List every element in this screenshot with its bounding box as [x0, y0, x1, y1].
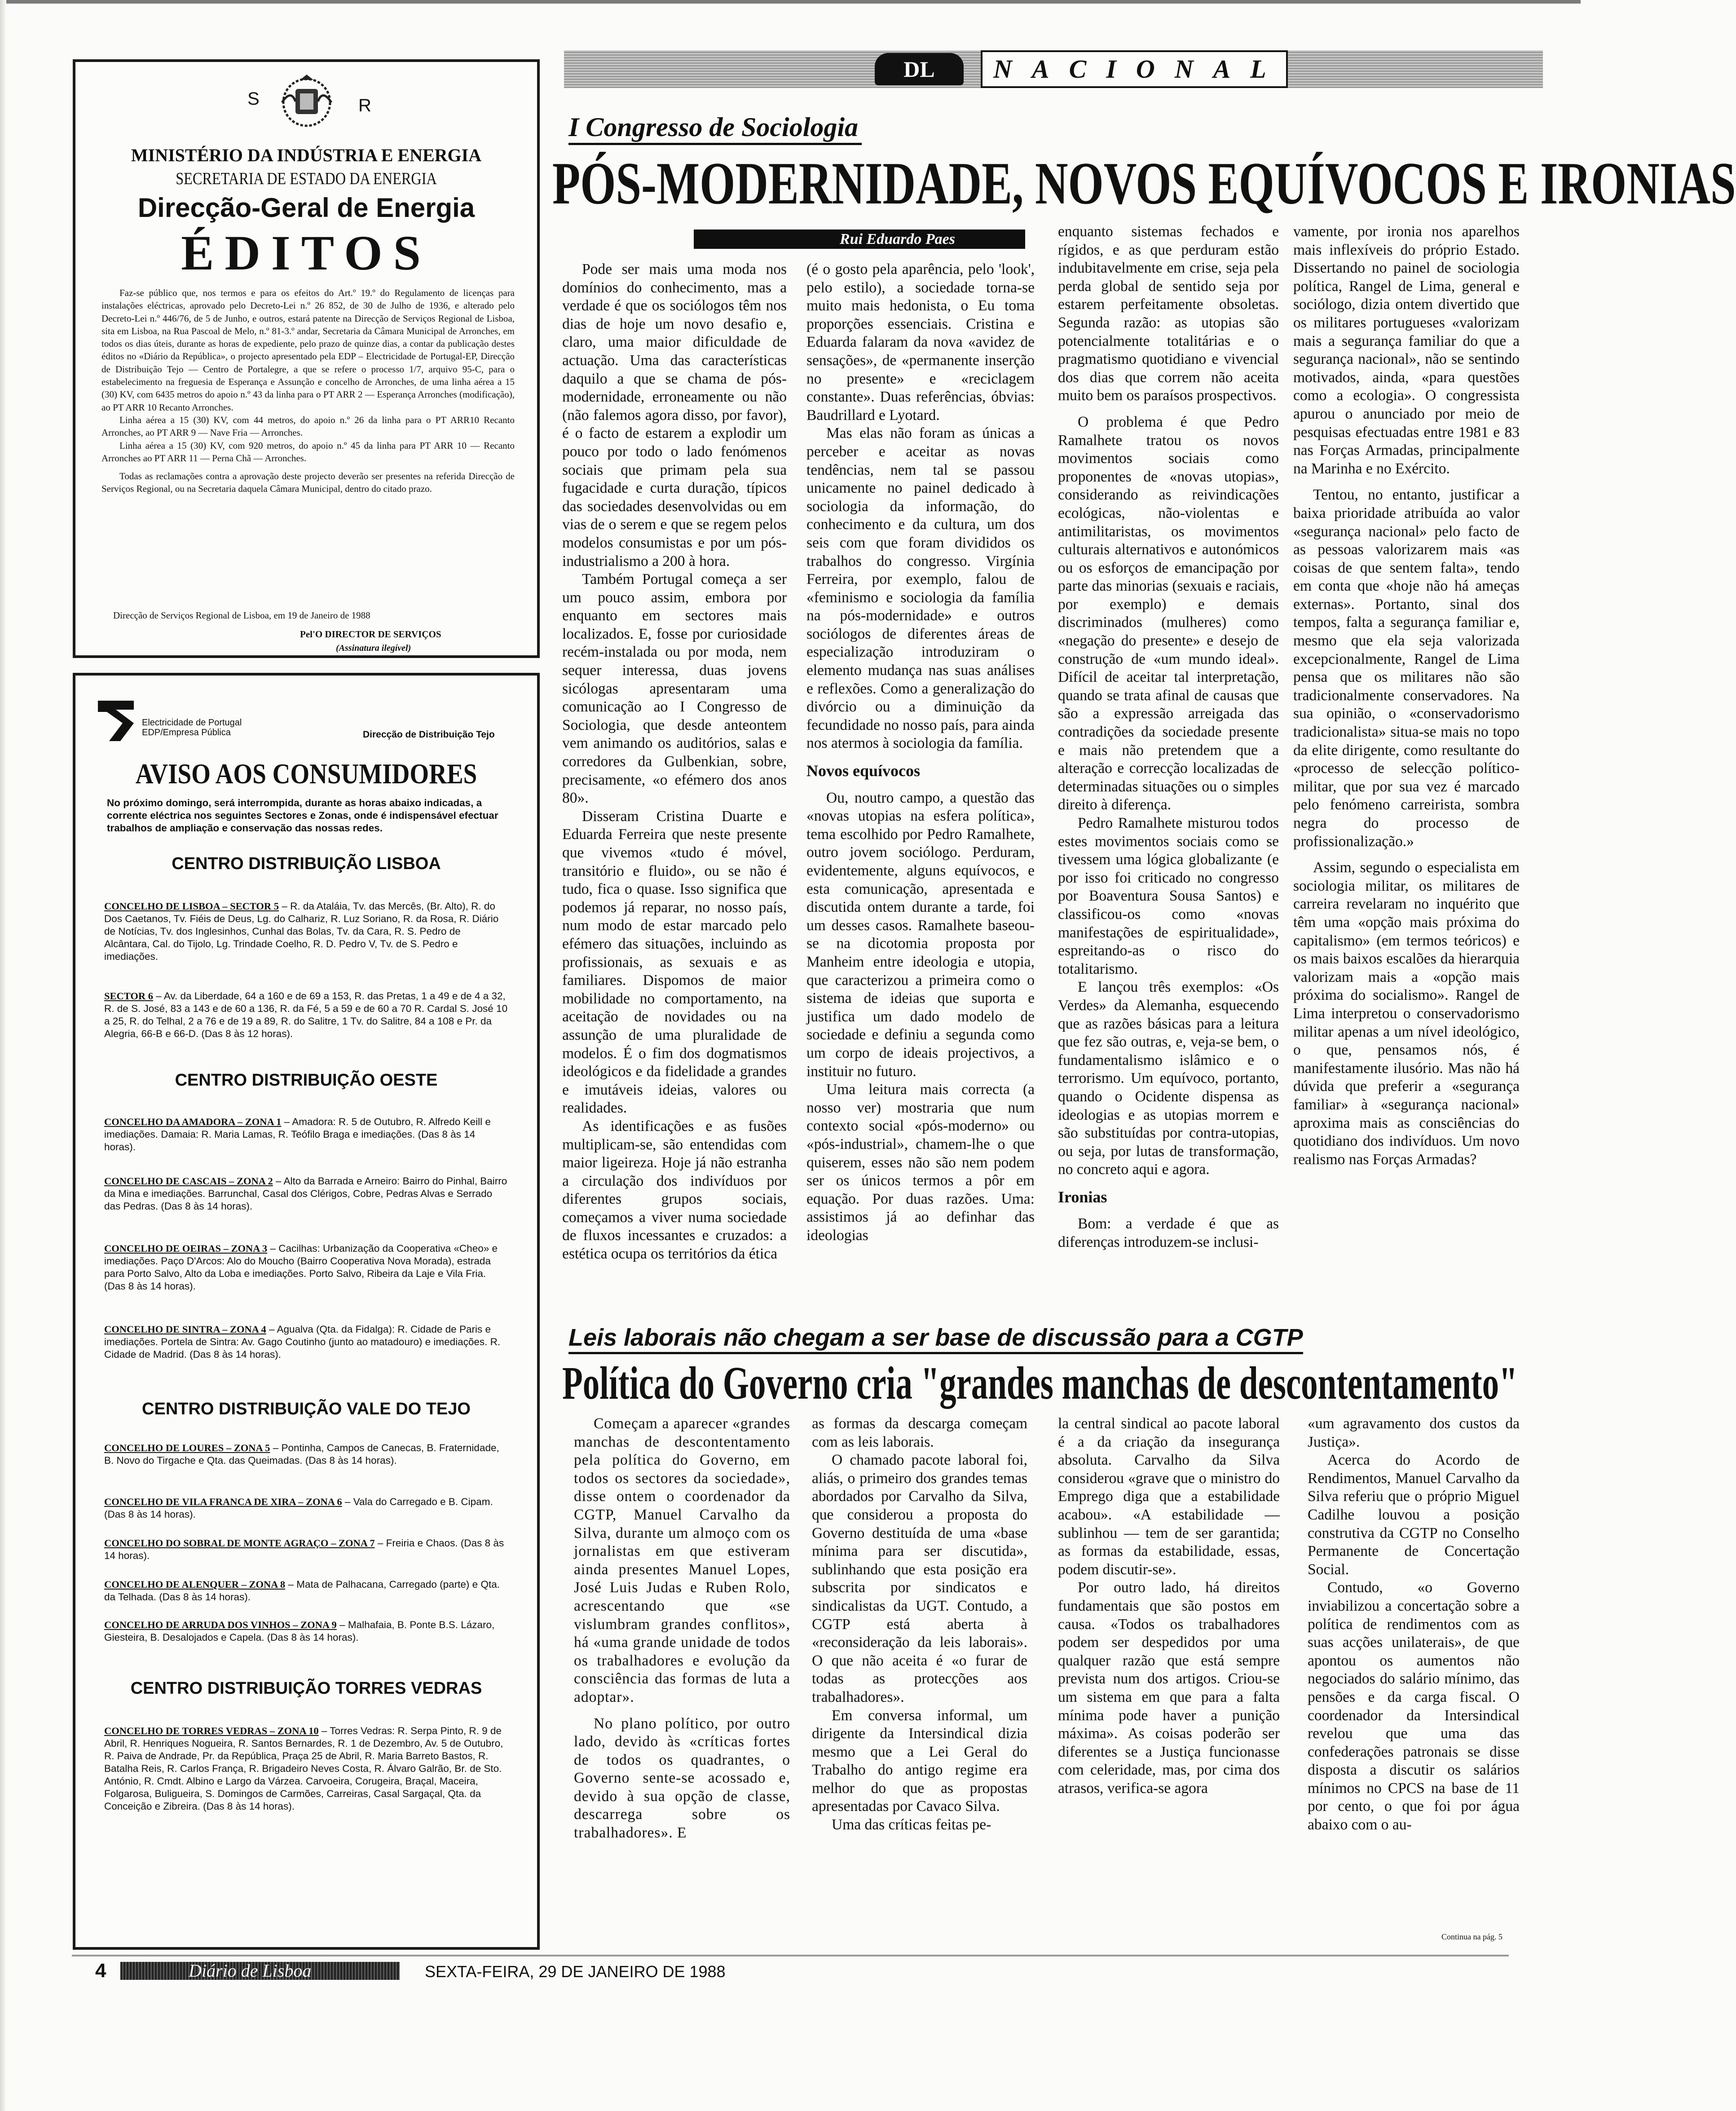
notice-item	[104, 1578, 508, 1603]
notice-item-text: – Alto da Barrada e Arneiro: Bairro do Pinhal, Bairro da Mina e imediações. Barrunchal, Casal dos Clérigos, Cobre, Pedras Alvas e Serrado das Pedras. (Das 8 às 14 horas).	[104, 1175, 507, 1212]
article2-column-3	[1058, 1415, 1280, 1797]
notice-item-head: CONCELHO DO SOBRAL DE MONTE AGRAÇO – ZONA 7	[104, 1537, 375, 1549]
department: Direcção de Distribuição Tejo	[363, 729, 495, 740]
editos-date-line: Direcção de Serviços Regional de Lisboa, em 19 de Janeiro de 1988	[113, 610, 370, 621]
article1-headline: PÓS-MODERNIDADE, NOVOS EQUÍVOCOS E IRONIAS	[552, 150, 1736, 216]
article2-column-1	[574, 1415, 790, 1842]
editos-signature: Pel'O DIRECTOR DE SERVIÇOS	[300, 629, 441, 640]
editos-paragraph: Linha aérea a 15 (30) KV, com 920 metros, do apoio n.º 45 da linha para PT ARR 10 — Recanto Arronches ao PT ARR 11 — Perna Chã — Arronches.	[101, 440, 515, 464]
notice-item	[104, 1496, 508, 1521]
page-number: 4	[95, 1960, 106, 1982]
notice-item-text: – Av. da Liberdade, 64 a 160 e de 69 a 153, R. das Pretas, 1 a 49 e de 4 a 32, R. de S. José, 83 a 143 e de 60 a 136, R. da Fé, 5 a 59 e de 60 a 70 R. Cardal S. José 10 a 25, R. do Telhal, 2 a 76 e de 19 a 89, R. do Salitre, 1 Tv. do Salitre, 84 a 108 e Pr. da Alegria, 66-B e 66-D. (Das 8 às 12 horas).	[104, 990, 508, 1039]
section-label-nacional	[981, 50, 1288, 88]
notice-item	[104, 1725, 508, 1813]
paragraph: enquanto sistemas fechados e rígidos, e as que perduram estão indubitavelmente em crise, seja pela perda global de sentido seja por estarem perfeitamente obsoletas. Segunda razão: as utopias são potencialmente totalitárias e o pragmatismo quotidiano e vivencial dos dias que correm não aceita muito bem os paraísos prospectivos.	[1058, 223, 1279, 404]
company-type: EDP/Empresa Pública	[142, 728, 231, 738]
continued-link[interactable]: Continua na pág. 5	[1441, 1932, 1502, 1941]
paragraph: O chamado pacote laboral foi, aliás, o primeiro dos grandes temas abordados por Carvalho da Silva, que considerou a proposta do Governo destituída de uma «base mínima para ser discutida», sublinhando que esta posição era subscrita por sindicatos e sindicalistas da UGT. Contudo, a CGTP está aberta à «reconsideração da leis laborais». O que não aceita é «o furar de todas as protecções aos trabalhadores».	[812, 1452, 1027, 1705]
paragraph: Em conversa informal, um dirigente da Intersindical dizia mesmo que a Lei Geral do Trabalho do antigo regime era melhor do que as propostas apresentadas por Cavaco Silva.	[812, 1707, 1027, 1815]
notice-item-head: CONCELHO DE ARRUDA DOS VINHOS – ZONA 9	[104, 1619, 337, 1630]
notice-item	[104, 1242, 508, 1293]
dl-logo-mark: DL	[903, 57, 935, 82]
paragraph: la central sindical ao pacote laboral é a da criação da insegurança absoluta. Carvalho da Silva considerou «grave que o ministro do Emprego diga que a estabilidade acabou». «A estabilidade — sublinhou — tem de ser garantida; as formas da estabilidade, essas, podem discutir-se».	[1058, 1415, 1280, 1578]
coat-of-arms-icon	[273, 71, 340, 134]
emblem-letter-r: R	[358, 96, 371, 115]
subhead-ironias: Ironias	[1058, 1188, 1107, 1206]
notice-item-head: CONCELHO DE OEIRAS – ZONA 3	[104, 1243, 268, 1254]
paragraph: as formas da descarga começam com as leis laborais.	[812, 1415, 1027, 1450]
article1-column-4	[1293, 223, 1520, 1169]
section-title-lisboa: CENTRO DISTRIBUIÇÃO LISBOA	[172, 854, 441, 873]
issue-date: SEXTA-FEIRA, 29 DE JANEIRO DE 1988	[425, 1962, 726, 1981]
article1-byline: Rui Eduardo Paes	[840, 231, 955, 247]
notice-item-head: CONCELHO DE TORRES VEDRAS – ZONA 10	[104, 1725, 319, 1736]
paragraph: Contudo, «o Governo inviabilizou a concertação sobre a política de rendimentos com as suas acções unilaterais», de que apontou os aumentos não negociados do salário mínimo, das pensões e da carga fiscal. O coordenador da Intersindical revelou que uma das confederações patronais se disse disposta a discutir os salários mínimos no CPCS na base de 11 por cento, o que foi por água abaixo com o au-	[1308, 1579, 1520, 1833]
notice-item	[104, 1619, 508, 1644]
aviso-title: AVISO AOS CONSUMIDORES	[135, 758, 477, 790]
notice-item	[104, 1442, 508, 1467]
notice-item-text: – R. da Ataláia, Tv. das Mercês, (Br. Alto), R. do Dos Caetanos, Tv. Fiéis de Deus, Lg. do Calhariz, R. Luz Soriano, R. da Rosa, R. Diário de Notícias, Tv. dos Inglesinhos, Cunhal das Bolas, Tv. da Cara, R. S. Pedro de Alcântara, Cal. do Tijolo, Lg. Trindade Coelho, R. D. Pedro V, Tv. de S. Pedro e imediações.	[104, 901, 499, 962]
article1-column-1	[562, 261, 787, 1263]
paragraph: Bom: a verdade é que as diferenças introduzem-se inclusi-	[1058, 1215, 1279, 1251]
paragraph: O problema é que Pedro Ramalhete tratou os novos movimentos sociais como proponentes de «novas utopias», considerando as reivindicações ecológicas, não-violentas e antimilitaristas, os movimentos culturais alternativos e autonómicos ou os esforços de emancipação por parte das minorias (sexuais e raciais, por exemplo) e demais discriminados (mulheres) como «negação do presente» e desejo de construção de «um mundo ideal». Difícil de aceitar tal interpretação, quando se trata afinal de causas que são a expressão arreigada das contradições da sociedade presente e mais não pretendem que a alteração e correcção localizadas de determinadas situações ou o simples direito à diferença.	[1058, 413, 1279, 813]
aviso-box	[73, 673, 540, 1950]
section-title-oeste: CENTRO DISTRIBUIÇÃO OESTE	[175, 1071, 438, 1090]
paragraph: Começam a aparecer «grandes manchas de descontentamento pela política do Governo, em todos os sectores da sociedade», disse ontem o coordenador da CGTP, Manuel Carvalho da Silva, durante um almoço com os jornalistas em que estiveram ainda presentes Manuel Lopes, José Luis Judas e Ruben Rolo, acrescentando que «se vislumbram grandes conflitos», há «uma grande unidade de todos os trabalhadores e evolução da consciência das formas de luta a adoptar».	[574, 1415, 790, 1705]
notice-item-text: – Freiria e Chaos. (Das 8 às 14 horas).	[104, 1537, 504, 1561]
notice-item-text: – Vala do Carregado e B. Cipam. (Das 8 às 14 horas).	[104, 1496, 493, 1520]
notice-item-head: CONCELHO DE VILA FRANCA DE XIRA – ZONA 6	[104, 1496, 342, 1507]
emblem-letter-s: S	[247, 89, 260, 109]
notice-item	[104, 900, 508, 963]
scan-left-shadow	[0, 0, 6, 2111]
paragraph: Mas elas não foram as únicas a perceber e aceitar as novas tendências, nem tal se passou unicamente no painel dedicado à sociologia da informação, do conhecimento e da cultura, um dos seis com que foram divididos os trabalhos do congresso. Virgínia Ferreira, por exemplo, falou de «feminismo e sociologia da família na pós-modernidade» e outros sociólogos de diferentes áreas de especialização introduziram o elemento mudança nas suas análises e reflexões. Como a generalização do divórcio ou a diminuição da fecundidade no nosso país, para ainda nos atermos à sociologia da família.	[806, 425, 1035, 752]
article1-column-2	[806, 261, 1035, 1245]
editos-signature-note: (Assinatura ilegível)	[336, 643, 411, 653]
aviso-intro: No próximo domingo, será interrompida, durante as horas abaixo indicadas, a corrente eléctrica nos seguintes Sectores e Zonas, onde é indispensável efectuar trabalhos de ampliação e conservação das nossas redes.	[107, 797, 498, 834]
section-title-vale-do-tejo: CENTRO DISTRIBUIÇÃO VALE DO TEJO	[142, 1400, 471, 1418]
notice-item-head: CONCELHO DE LISBOA – SECTOR 5	[104, 901, 279, 912]
secretariat-title: SECRETARIA DE ESTADO DA ENERGIA	[176, 169, 437, 188]
paragraph: «um agravamento dos custos da Justiça».	[1308, 1415, 1520, 1450]
paragraph: Assim, segundo o especialista em sociologia militar, os militares de carreira revelaram no inquérito que têm uma «opção mais próxima do capitalismo» (em termos teóricos) e os mais baixos escalões da hierarquia valorizam mais a «opção mais próxima do socialismo». Rangel de Lima interpretou o conservadorismo militar apenas a um nível ideológico, o que, pensamos nós, é manifestamente ilusório. Mas não há dúvida que preferir a «segurança familiar» à «segurança nacional» aproxima mais as consciências do quotidiano dos indivíduos. Um novo realismo nas Forças Armadas?	[1293, 859, 1520, 1168]
notice-item-text: – Mata de Palhacana, Carregado (parte) e Qta. da Telhada. (Das 8 às 14 horas).	[104, 1579, 500, 1603]
notice-item-head: CONCELHO DE SINTRA – ZONA 4	[104, 1324, 266, 1335]
paragraph: Pedro Ramalhete misturou todos estes movimentos sociais como se tivessem uma lógica globalizante (e por isso foi criticado no congresso por Boaventura Sousa Santos) e classificou-os como «novas manifestações de espiritualidade», espreitando-as o risco do totalitarismo.	[1058, 815, 1279, 977]
article2-column-4	[1308, 1415, 1520, 1834]
paragraph: Tentou, no entanto, justificar a baixa prioridade atribuída ao valor «segurança nacional» pelo facto de as pessoas valorizarem mais «as coisas de que sentem falta», tendo em conta que «hoje não há ameças externas». Portanto, sinal dos tempos, falta a segurança familiar e, mesmo que ela seja valorizada excepcionalmente, Rangel de Lima pensa que os militares não são tradicionalmente conservadores. Na sua opinião, o «conservadorismo tradicionalista» situa-se mais no topo da elite dirigente, como resultante do «processo de selecção político-militar, que por sua vez é marcado pelo fenómeno carreirista, sombra negra do processo de profissionalização.»	[1293, 486, 1520, 850]
paragraph: As identificações e as fusões multiplicam-se, são entendidas com maior ligeireza. Hoje já não estranha a circulação dos indivíduos por diferentes grupos sociais, começamos a viver numa sociedade de fluxos incessantes e cruzados: a estética ocupa os territórios da ética	[562, 1117, 787, 1263]
dl-logo	[875, 53, 964, 85]
editos-paragraph: Todas as reclamações contra a aprovação deste projecto deverão ser presentes na referida Direcção de Serviços Regional, ou na Secretaria daquela Câmara Municipal, dentro do citado prazo.	[101, 471, 515, 495]
masthead-title: Diário de Lisboa	[189, 1961, 312, 1981]
paragraph: Ou, noutro campo, a questão das «novas utopias na esfera política», tema escolhido por Pedro Ramalhete, outro jovem sociólogo. Perduram, evidentemente, alguns equívocos, e esta comunicação, apresentada e discutida ontem durante a tarde, foi um desses casos. Ramalhete baseou-se na dicotomia proposta por Manheim entre ideologia e utopia, que caracterizou a primeira como o sistema de ideias que suporta e justifica um dado modelo de sociedade e definiu a segunda como um corpo de ideais projectivos, a instituir no futuro.	[806, 789, 1035, 1080]
notice-item-text: – Agualva (Qta. da Fidalga): R. Cidade de Paris e imediações. Portela de Sintra: Av. Gago Coutinho (junto ao matadouro) e imediações. R. Cidade de Madrid. (Das 8 às 14 horas).	[104, 1324, 501, 1360]
notice-item-text: – Pontinha, Campos de Canecas, B. Fraternidade, B. Novo do Tirgache e Qta. das Queimadas. (Das 8 às 14 horas).	[104, 1442, 499, 1466]
notice-item-head: CONCELHO DE CASCAIS – ZONA 2	[104, 1175, 273, 1187]
notice-item-text: – Torres Vedras: R. Serpa Pinto, R. 9 de Abril, R. Henriques Nogueira, R. Santos Bernardes, R. 1 de Dezembro, Av. 5 de Outubro, R. Paiva de Andrade, Pr. da República, Praça 25 de Abril, R. Maria Barreto Bastos, R. Batalha Reis, R. Carlos França, R. Brigadeiro Neves Costa, R. Álvaro Galrão, Br. de Sto. António, R. Cmdt. Albino e Largo da Várzea. Carvoeira, Corugeira, Braçal, Maceira, Folgarosa, Buligueira, S. Domingos de Carmões, Carreiras, Casal Sargaçal, Qta. da Conceição e Zibreira. (Das 8 às 14 horas).	[104, 1725, 503, 1812]
paragraph: Uma leitura mais correcta (a nosso ver) mostraria que num contexto social «pós-moderno» ou «pós-industrial», chamem-lhe o que quiserem, esses não são nem podem ser os únicos termos a pôr em equação. Por duas razões. Uma: assistimos já ao definhar das ideologias	[806, 1081, 1035, 1244]
editos-body	[101, 287, 515, 495]
notice-item-head: CONCELHO DA AMADORA – ZONA 1	[104, 1116, 282, 1127]
paragraph: Disseram Cristina Duarte e Eduarda Ferreira que neste presente que vivemos «tudo é móvel, transitório e fluido», ou se não é tudo, fica o quase. Isso significa que podemos já reparar, no nosso país, num modo de estar marcado pelo efémero das situações, incluindo as profissionais, as sexuais e as familiares. Dispomos de maior mobilidade no comportamento, na aceitação de novidades ou na assunção de uma pluralidade de modelos. É o fim dos dogmatismos ideológicos e da fidelidade a grandes e imutáveis ideias, valores ou realidades.	[562, 808, 787, 1117]
notice-item-head: CONCELHO DE LOURES – ZONA 5	[104, 1442, 270, 1453]
paragraph: E lançou três exemplos: «Os Verdes» da Alemanha, esquecendo que as razões básicas para a leitura que fez são outras, e, veja-se bem, o fundamentalismo islâmico e o terrorismo. Um equívoco, portanto, quando o Ocidente dispensa as ideologias e as utopias morrem e são substituídas por contra-utopias, ou seja, por lutas de transformação, no concreto aqui e agora.	[1058, 979, 1279, 1178]
ministry-title: MINISTÉRIO DA INDÚSTRIA E ENERGIA	[131, 145, 482, 165]
notice-item	[104, 1175, 508, 1213]
paragraph: No plano político, por outro lado, devido às «críticas fortes de todos os quadrantes, o Governo sente-se acossado e, devido à sua opção de classe, descarrega sobre os trabalhadores». E	[574, 1715, 790, 1842]
notice-item	[104, 1537, 508, 1562]
notice-item-text: – Malhafaia, B. Ponte B.S. Lázaro, Giesteira, B. Desalojados e Capela. (Das 8 às 14 horas).	[104, 1619, 495, 1643]
article1-kicker: I Congresso de Sociologia	[568, 111, 862, 145]
paragraph: Por outro lado, há direitos fundamentais que são postos em causa. «Todos os trabalhadores podem ser despedidos por uma qualquer razão que está sempre prevista num dos artigos. Criou-se um sistema em que para a falta mínima pode haver a punição máxima». As coisas poderão ser diferentes se a Justiça funcionasse com celeridade, mas, por cima dos atrasos, verifica-se agora	[1058, 1579, 1280, 1797]
paragraph: Pode ser mais uma moda nos domínios do conhecimento, mas a verdade é que os sociólogos têm nos dias de hoje um novo desafio e, claro, uma maior dificuldade de actuação. Uma das características daquilo a que se chama de pós-modernidade, erroneamente ou não (não falemos agora disso, por favor), é o facto de estarem a explodir um pouco por todo o lado fenómenos sociais que primam pela sua fugacidade e curta duração, típicos das sociedades desenvolvidas ou em vias de o serem e que se regem pelos modelos consumistas e por um pós-industrialismo a 200 à hora.	[562, 261, 787, 570]
notice-item-head: CONCELHO DE ALENQUER – ZONA 8	[104, 1579, 286, 1590]
editos-box	[73, 59, 540, 658]
footer-bar	[72, 1955, 1509, 1956]
article2-column-2	[812, 1415, 1027, 1834]
paragraph: Uma das críticas feitas pe-	[832, 1816, 991, 1833]
directorate-title: Direcção-Geral de Energia	[137, 193, 475, 223]
section-title-torres-vedras: CENTRO DISTRIBUIÇÃO TORRES VEDRAS	[130, 1679, 482, 1698]
notice-item-text: – Amadora: R. 5 de Outubro, R. Alfredo Keill e imediações. Damaia: R. Maria Lamas, R. Teófilo Braga e imediações. (Das 8 às 14 horas).	[104, 1116, 491, 1153]
section-label-text: NACIONAL	[981, 50, 1288, 88]
paragraph: Acerca do Acordo de Rendimentos, Manuel Carvalho da Silva referiu que o próprio Miguel Cadilhe louvou a posição construtiva da CGTP no Conselho Permanente de Concertação Social.	[1308, 1452, 1520, 1578]
notice-item	[104, 990, 508, 1040]
article1-column-3	[1058, 223, 1279, 1252]
article2-headline: Política do Governo cria "grandes manchas de descontentamento"	[562, 1357, 1518, 1409]
edp-logo-icon	[93, 696, 138, 746]
notice-item	[104, 1323, 508, 1361]
notice-item-head: SECTOR 6	[104, 990, 153, 1002]
notice-item-text: – Cacilhas: Urbanização da Cooperativa «Cheo» e imediações. Paço D'Arcos: Alo do Moucho (Bairro Cooperativa Nova Morada), estrada para Porto Salvo, Alto da Loba e imediações. Porto Salvo, Ribeira da Laje e Vila Fria. (Das 8 às 14 horas).	[104, 1243, 498, 1292]
scan-top-border	[0, 0, 1581, 4]
paragraph: (é o gosto pela aparência, pelo 'look', pelo estilo), a sociedade torna-se muito mais hedonista, o Eu toma proporções essenciais. Cristina e Eduarda falaram da nova «avidez de sensações», de «permanente inserção no presente» e «reciclagem constante». Duas referências, óbvias: Baudrillard e Lyotard.	[806, 261, 1035, 424]
article2-kicker: Leis laborais não chegam a ser base de discussão para a CGTP	[568, 1323, 1303, 1354]
editos-title: ÉDITOS	[181, 225, 432, 280]
company-name: Electricidade de Portugal	[142, 718, 242, 728]
editos-paragraph: Faz-se público que, nos termos e para os efeitos do Art.º 19.º do Regulamento de licenças para instalações eléctricas, aprovado pelo Decreto-Lei n.º 26 852, de 30 de Julho de 1936, e alterado pelo Decreto-Lei n.º 446/76, de 5 de Junho, e outros, estará patente na Direcção de Serviços Regional de Lisboa, sita em Lisboa, na Rua Pascoal de Melo, n.º 81-3.º andar, Secretaria da Câmara Municipal de Arronches, em todos os dias úteis, durante as horas de expediente, pelo prazo de quinze dias, a contar da publicação destes éditos no «Diário da República», o projecto apresentado pela EDP – Electricidade de Portugal-EP, Direcção de Distribuição Tejo — Centro de Portalegre, a que se refere o processo 1/7, arquivo 95-C, para o estabelecimento na freguesia de Esperança e Assunção e concelho de Arronches, de uma linha aérea a 15 (30) KV, com 6435 metros do apoio n.º 43 da linha para o PT ARR 2 — Esperança Arronches (modificação), ao PT ARR 10 Recanto Arronches.	[101, 287, 515, 413]
notice-item	[104, 1116, 508, 1153]
paragraph: vamente, por ironia nos aparelhos mais inflexíveis do próprio Estado. Dissertando no painel de sociologia política, Rangel de Lima, general e sociólogo, dizia ontem divertido que os militares portugueses «valorizam mais a segurança familiar do que a segurança nacional», não se sentindo motivados, ainda, «para questões como a ecologia». O congressista apurou o anunciado por meio de pesquisas efectuadas entre 1981 e 83 nas Forças Armadas, principalmente na Marinha e no Exército.	[1293, 223, 1520, 477]
editos-paragraph: Linha aérea a 15 (30) KV, com 44 metros, do apoio n.º 26 da linha para o PT ARR10 Recanto Arronches, ao PT ARR 9 — Nave Fria — Arronches.	[101, 414, 515, 438]
subhead-novos-equivocos: Novos equívocos	[806, 762, 921, 780]
paragraph: Também Portugal começa a ser um pouco assim, embora por enquanto em sectores mais localizados. E, fosse por curiosidade recém-instalada ou por moda, nem sequer interessa, duas jovens sicólogas apresentaram uma comunicação ao I Congresso de Sociologia, que desde anteontem vem animando os auditórios, salas e corredores da Gulbenkian, sobre, precisamente, «o efémero dos anos 80».	[562, 571, 787, 807]
